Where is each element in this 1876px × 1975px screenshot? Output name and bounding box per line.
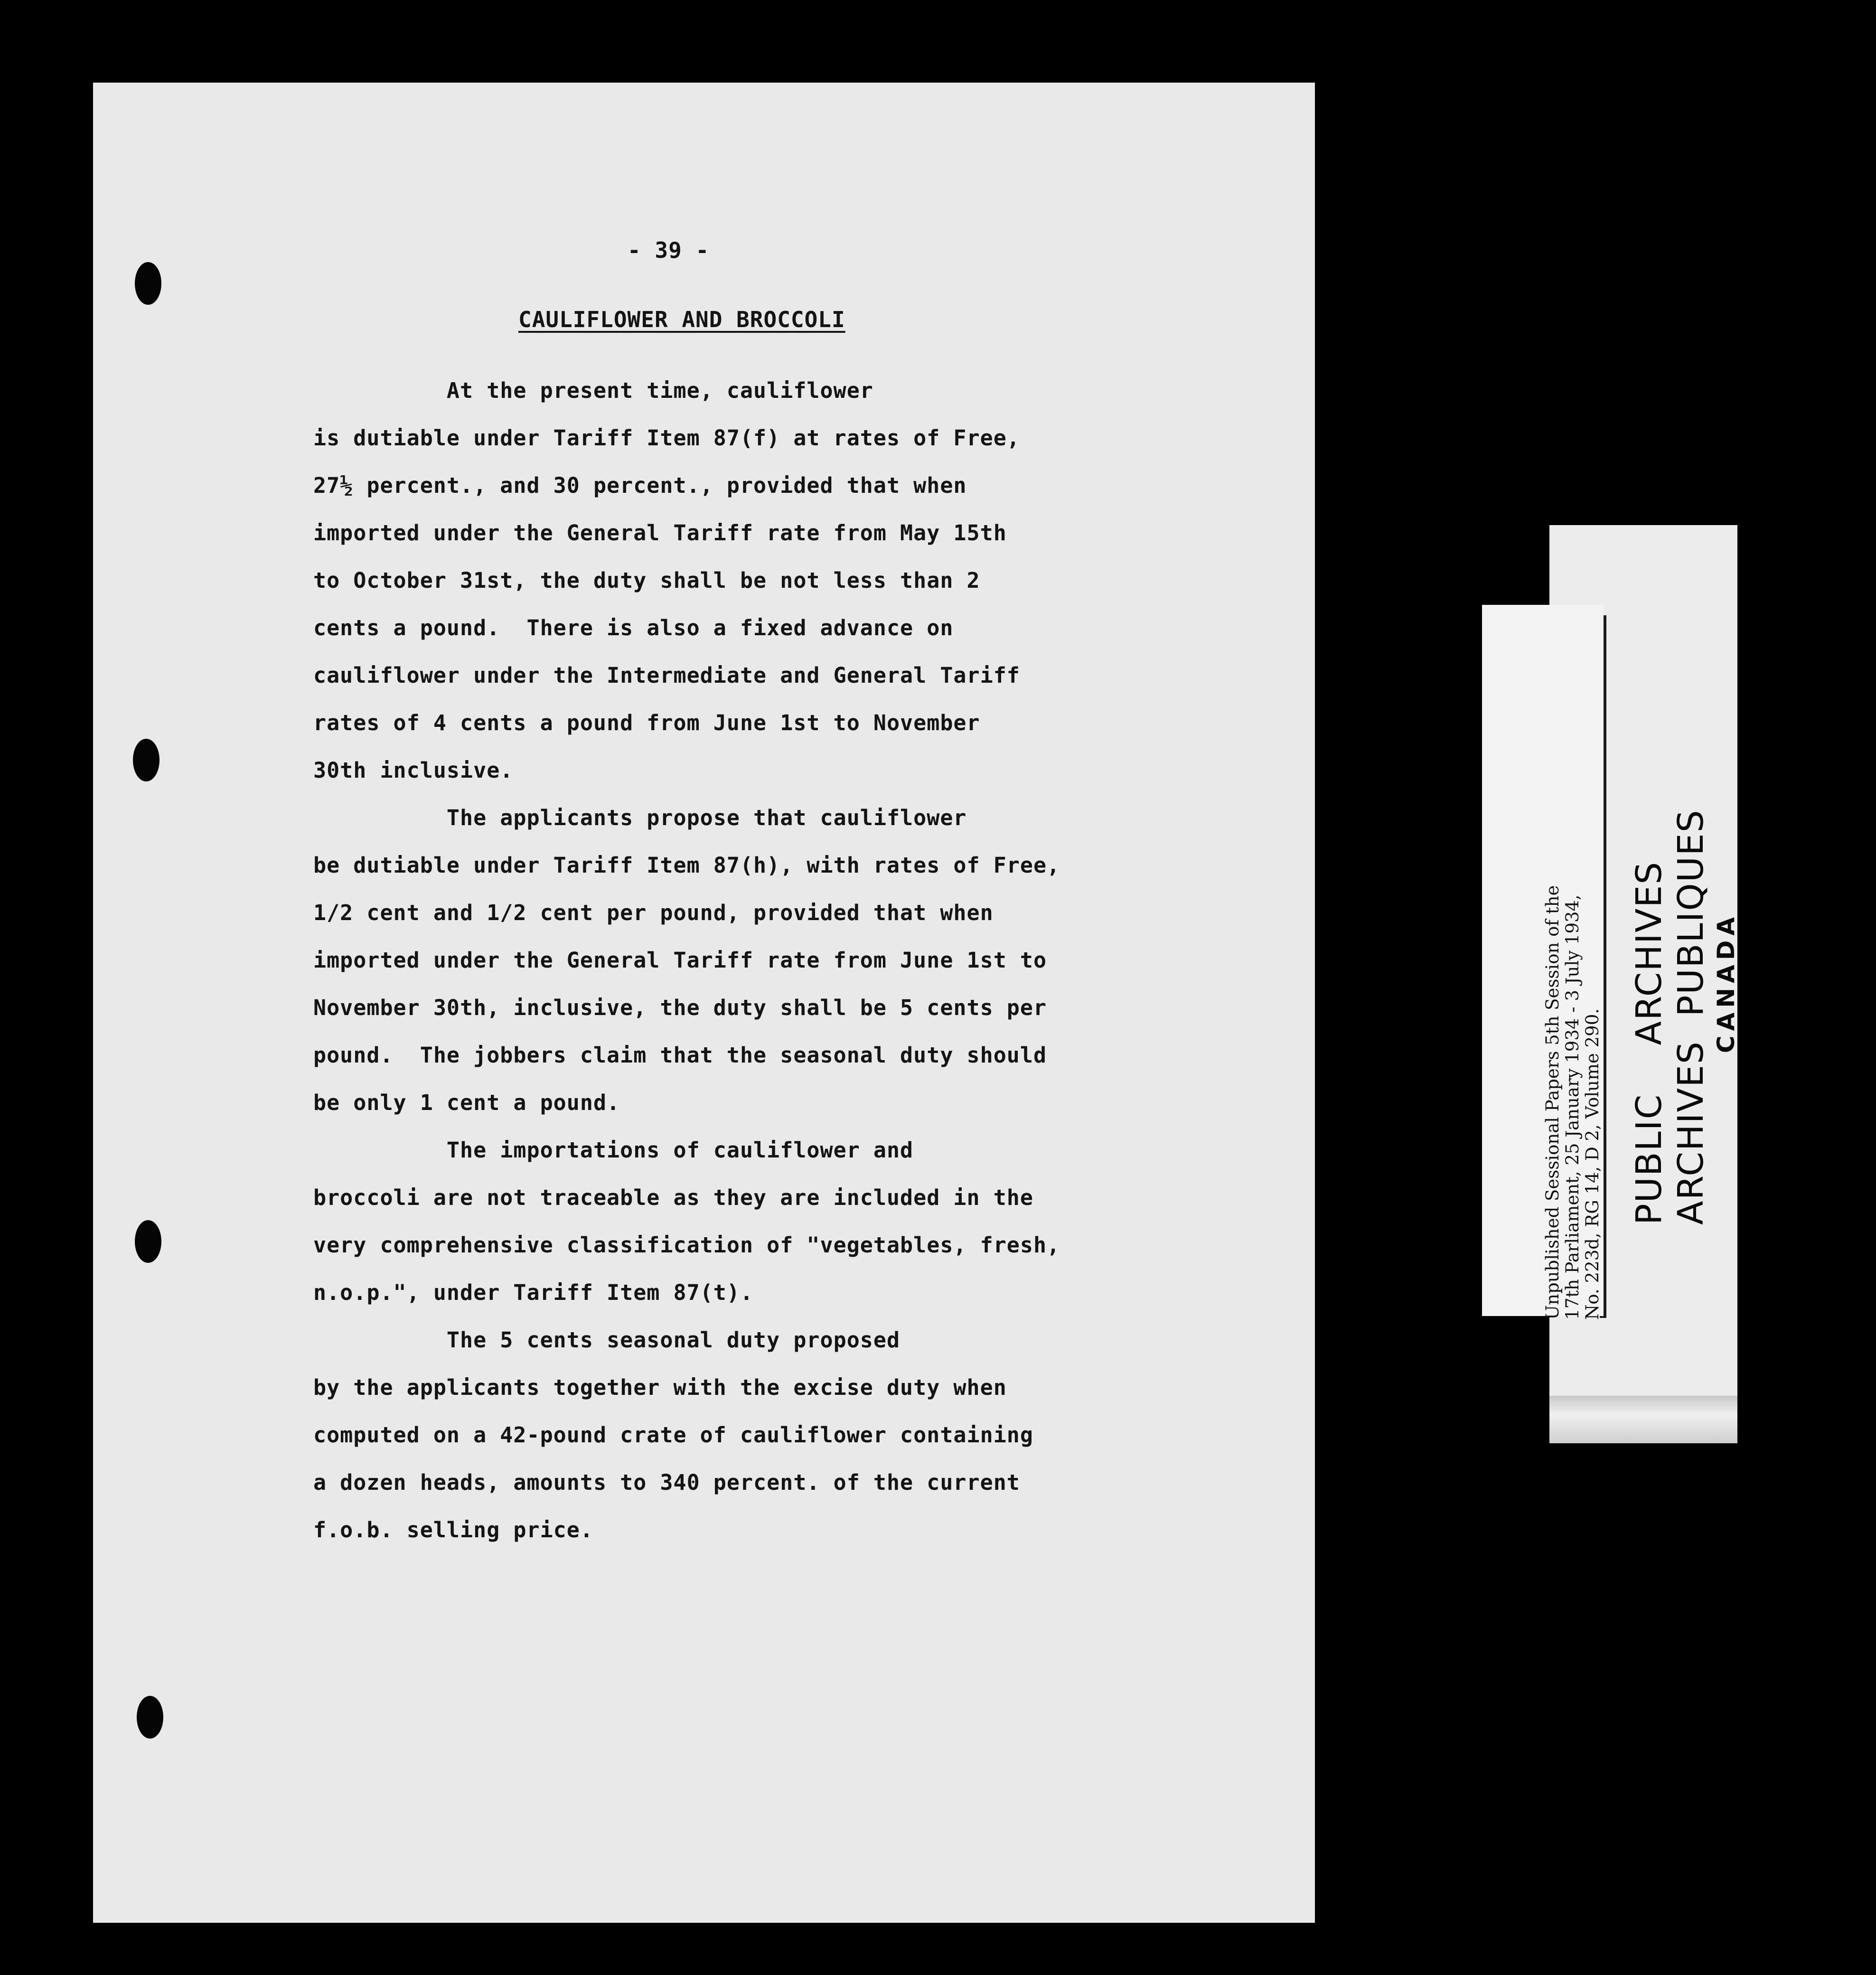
- text-line: rates of 4 cents a pound from June 1st to November: [313, 710, 980, 735]
- text-line: very comprehensive classification of "vegetables, fresh,: [313, 1232, 1060, 1258]
- archives-stamp: [1628, 741, 1740, 1225]
- citation-line: No. 223d, RG 14, D 2, Volume 290.: [1582, 1008, 1603, 1320]
- text-line: f.o.b. selling price.: [313, 1517, 593, 1542]
- binder-hole: [135, 262, 161, 305]
- text-line: November 30th, inclusive, the duty shall be 5 cents per: [313, 995, 1047, 1020]
- binder-hole: [137, 1696, 163, 1739]
- citation-line: 17th Parliament, 25 January 1934 - 3 July 1934,: [1562, 894, 1583, 1320]
- text-line: At the present time, cauliflower: [313, 378, 873, 403]
- text-line: be only 1 cent a pound.: [313, 1090, 620, 1115]
- archive-slip-edge: [1549, 1396, 1737, 1443]
- binder-hole: [135, 1220, 161, 1263]
- text-line: The importations of cauliflower and: [313, 1138, 914, 1163]
- stamp-line: CANADA: [1712, 912, 1740, 1053]
- text-line: imported under the General Tariff rate from May 15th: [313, 520, 1007, 545]
- text-line: by the applicants together with the excise duty when: [313, 1375, 1007, 1400]
- text-line: is dutiable under Tariff Item 87(f) at rates of Free,: [313, 425, 1020, 451]
- text-line: a dozen heads, amounts to 340 percent. of the current: [313, 1470, 1020, 1495]
- text-line: computed on a 42-pound crate of cauliflower containing: [313, 1422, 1033, 1448]
- text-line: 1/2 cent and 1/2 cent per pound, provided that when: [313, 900, 994, 925]
- text-line: n.o.p.", under Tariff Item 87(t).: [313, 1280, 754, 1305]
- text-line: be dutiable under Tariff Item 87(h), with rates of Free,: [313, 853, 1060, 878]
- archive-citation: [1543, 726, 1603, 1320]
- text-line: cents a pound. There is also a fixed advance on: [313, 615, 954, 640]
- stamp-line: PUBLIC ARCHIVES: [1629, 861, 1670, 1225]
- citation-line: Unpublished Sessional Papers 5th Session of the: [1542, 885, 1563, 1320]
- text-line: The 5 cents seasonal duty proposed: [313, 1327, 900, 1353]
- page-title: CAULIFLOWER AND BROCCOLI: [518, 307, 845, 332]
- text-line: 27½ percent., and 30 percent., provided that when: [313, 473, 967, 498]
- binder-hole: [133, 739, 159, 781]
- text-line: The applicants propose that cauliflower: [313, 805, 967, 830]
- page-number: - 39 -: [628, 237, 710, 263]
- stamp-line: ARCHIVES PUBLIQUES: [1670, 809, 1711, 1225]
- text-line: imported under the General Tariff rate from June 1st to: [313, 948, 1047, 973]
- text-line: broccoli are not traceable as they are included in the: [313, 1185, 1033, 1210]
- text-line: pound. The jobbers claim that the seasonal duty should: [313, 1043, 1047, 1068]
- text-line: 30th inclusive.: [313, 758, 514, 783]
- text-line: cauliflower under the Intermediate and General Tariff: [313, 663, 1020, 688]
- text-line: to October 31st, the duty shall be not less than 2: [313, 568, 980, 593]
